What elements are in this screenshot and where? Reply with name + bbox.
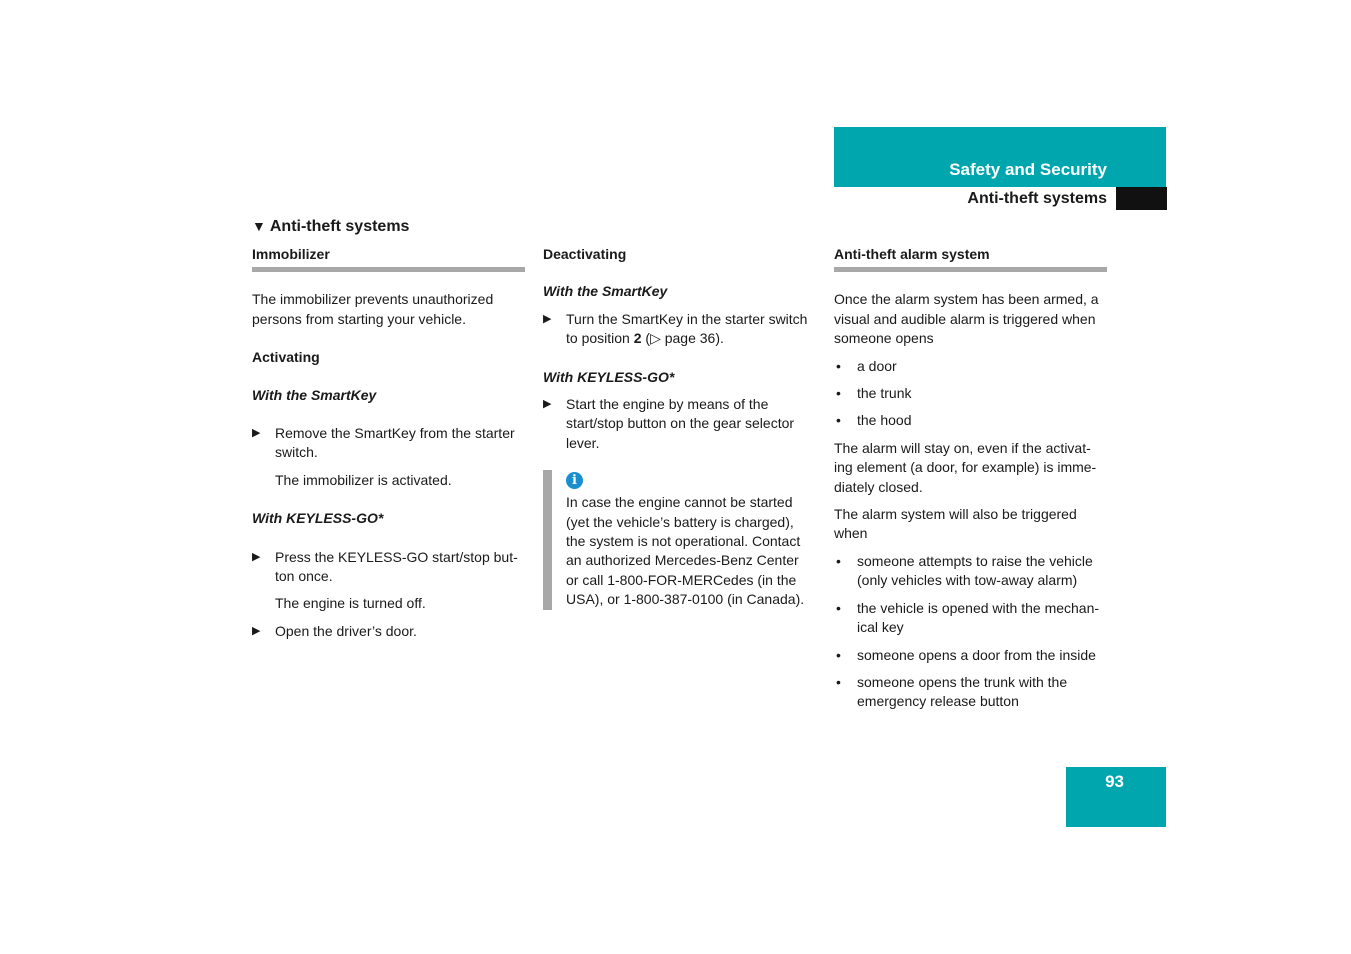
arrow-icon: ▶ [252,624,261,637]
list-item: • the hood [834,411,1107,430]
position-value: 2 [633,330,642,347]
immobilizer-intro: The immobilizer prevents unauthorized persons from starting your vehicle. [252,291,494,327]
chapter-title: Safety and Security [949,160,1107,179]
list-item: • the vehicle is opened with the mechan-ical key [836,599,1100,636]
arrow-icon: ▶ [252,427,261,440]
column-alarm [834,245,1107,720]
step-text: Remove the SmartKey from the starter switch. [275,425,515,461]
step-start-engine [543,395,815,453]
bullet-icon: • [836,599,841,616]
step-press-keyless-go [252,548,525,587]
bullet-icon: • [836,646,841,663]
page-number: 93 [1105,772,1124,791]
step-text: Open the driver’s door. [275,622,417,639]
column-deactivating [543,245,815,610]
list-item: • someone opens the trunk with the emergency release button [836,673,1068,710]
step-text: Press the KEYLESS-GO start/stop but-ton once. [275,548,518,585]
section-subheader: Anti-theft systems [967,190,1107,207]
bullet-icon: • [836,673,841,690]
arrow-icon: ▶ [543,312,552,325]
smartkey-heading: With the SmartKey [543,283,668,300]
note-bar [543,470,552,609]
column-immobilizer [252,245,525,649]
info-icon: i [566,472,583,489]
list-item: • someone attempts to raise the vehicle (only vehicles with tow-away alarm) [836,552,1093,589]
arrow-icon: ▶ [252,550,261,563]
alarm-also-triggered: The alarm system will also be triggered when [834,506,1077,542]
info-note [543,470,815,609]
step-text: Start the engine by means of the start/stop button on the gear selector lever. [566,396,795,451]
result-immobilizer-activated: The immobilizer is activated. [275,471,452,488]
triangle-icon: ▼ [252,218,266,234]
result-engine-off: The engine is turned off. [275,595,426,612]
keyless-go-heading: With KEYLESS-GO* [543,368,675,385]
bullet-icon: • [836,385,841,402]
chapter-tab-marker [1116,187,1167,210]
arrow-icon: ▶ [543,398,552,411]
alarm-heading: Anti-theft alarm system [834,245,1107,272]
bullet-icon: • [836,412,841,429]
alarm-intro: Once the alarm system has been armed, a visual and audible alarm is triggered when someone opens [834,291,1099,347]
deactivating-heading: Deactivating [543,246,627,262]
list-item: • a door [834,357,1107,376]
keyless-go-heading: With KEYLESS-GO* [252,510,384,527]
note-text: In case the engine cannot be started (yet the vehicle’s battery is charged), the system is not operational. Contact an authorized Mercedes-Benz Center or call 1-800-FOR-MERCedes (in the USA), or 1-800-387-0100 (in Canada). [566,494,805,608]
step-remove-smartkey [252,424,525,463]
step-text-post: (▷ page 36). [641,330,724,347]
alarm-stay-on: The alarm will stay on, even if the activat-ing element (a door, for example) is imme-diately closed. [834,439,1097,495]
immobilizer-heading: Immobilizer [252,245,525,272]
step-text-pre: Turn the SmartKey in the starter switch to position [566,310,808,347]
list-item: • the trunk [834,384,1107,403]
step-turn-smartkey [543,310,815,349]
bullet-icon: • [836,552,841,569]
bullet-icon: • [836,357,841,374]
step-open-door [252,622,525,641]
activating-heading: Activating [252,349,320,366]
section-title-text: Anti-theft systems [269,218,410,235]
list-item: • someone opens a door from the inside [834,646,1107,665]
smartkey-heading: With the SmartKey [252,386,377,403]
section-title [252,218,409,236]
